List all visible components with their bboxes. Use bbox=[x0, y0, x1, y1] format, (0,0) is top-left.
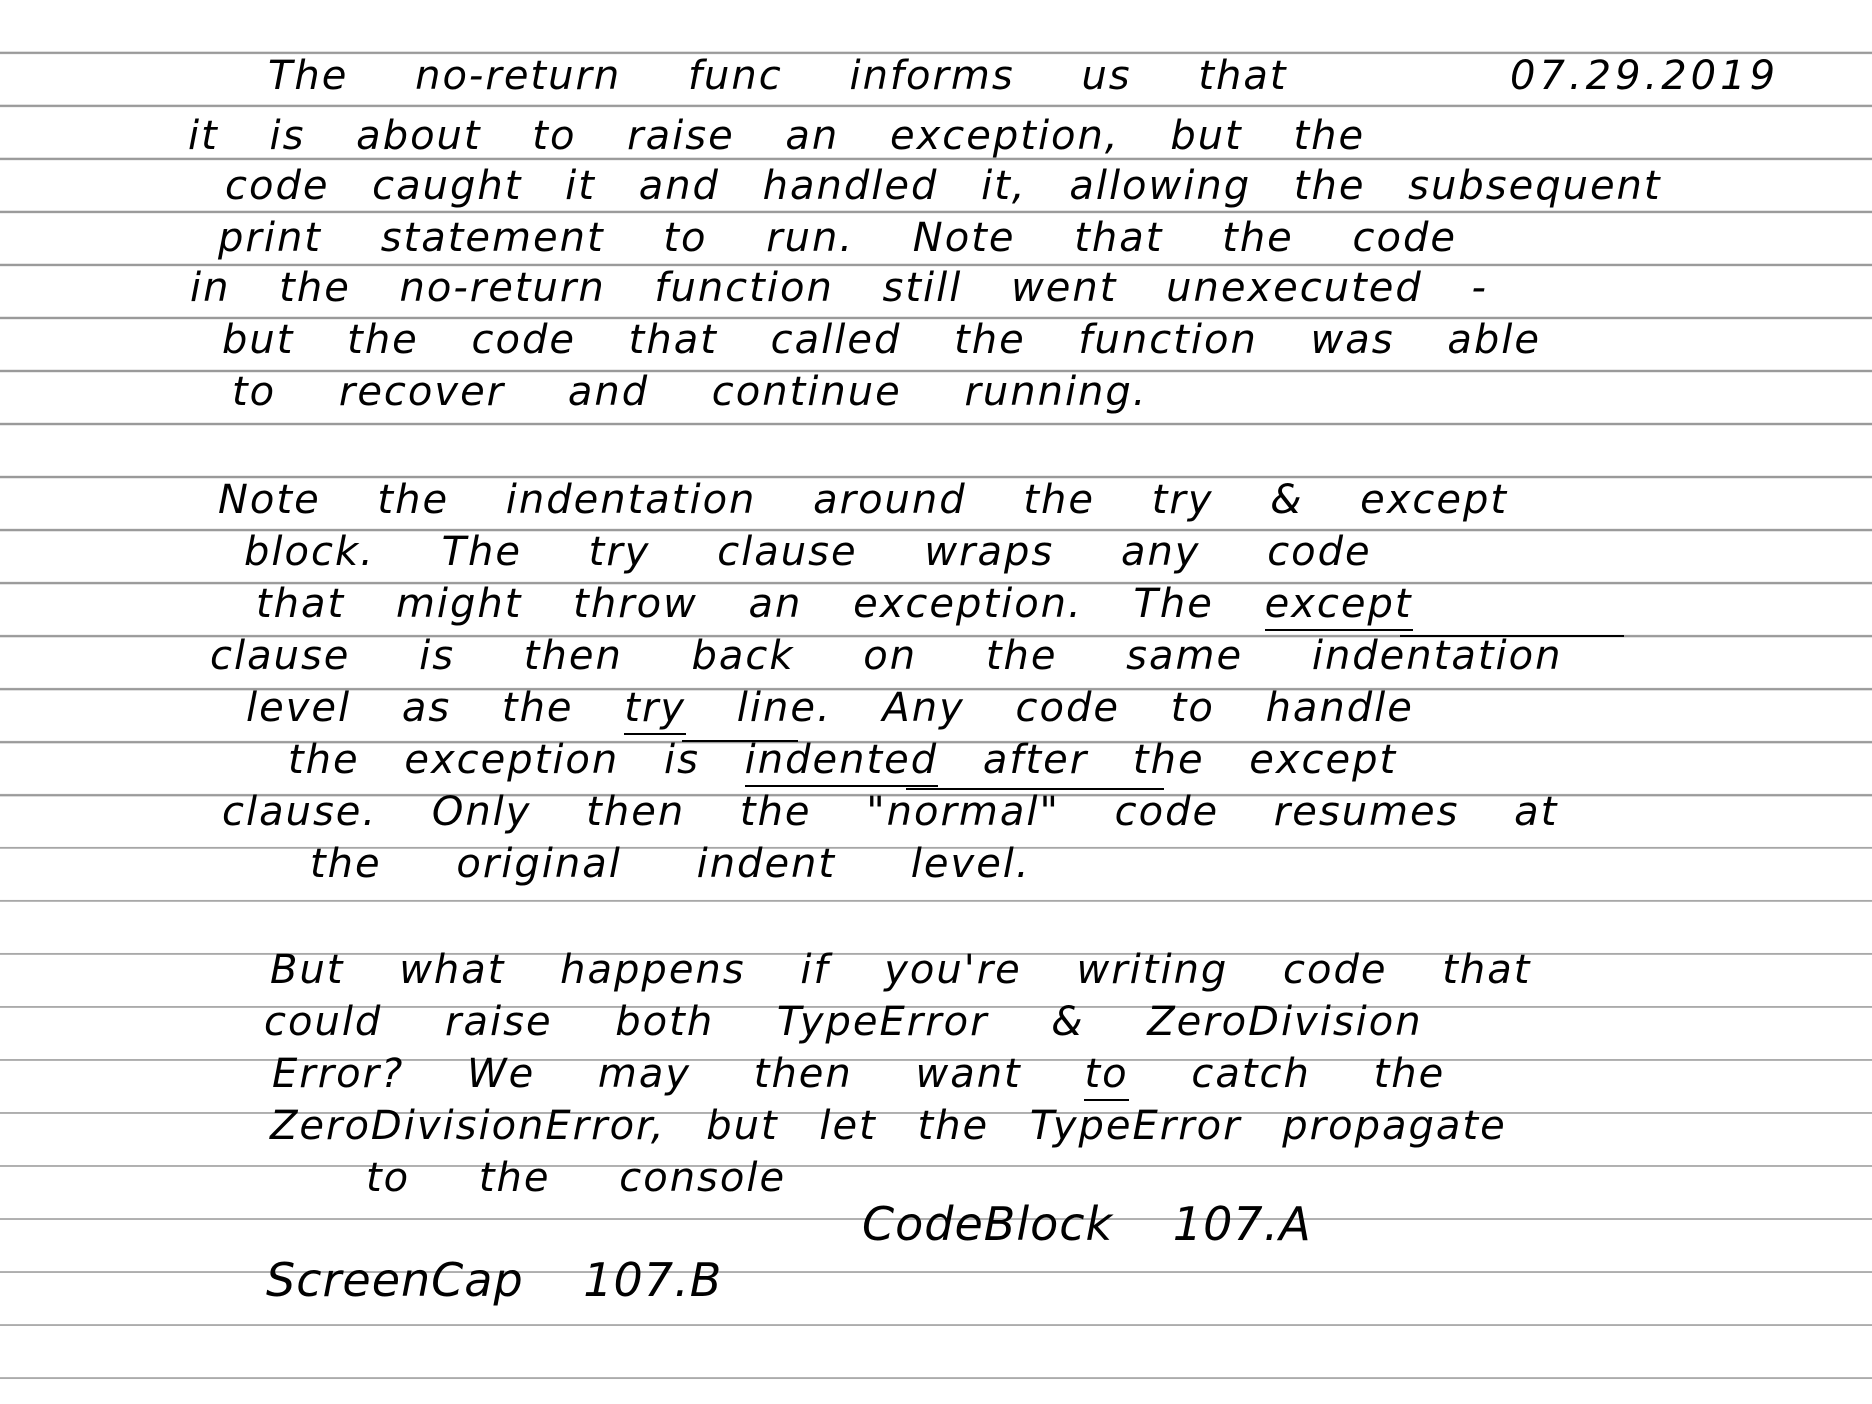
paragraph-line: block. The try clause wraps any code bbox=[244, 529, 1372, 575]
paragraph-text: line. Any code to handle bbox=[686, 685, 1414, 731]
paragraph-line: print statement to run. Note that the code bbox=[218, 215, 1457, 261]
pen-stroke bbox=[1400, 635, 1624, 637]
paragraph-text: that might throw an exception. The bbox=[256, 581, 1265, 627]
underlined-word: to bbox=[1084, 1051, 1128, 1101]
pen-stroke bbox=[682, 740, 798, 742]
underlined-word: indented bbox=[745, 737, 939, 787]
paragraph-line bbox=[272, 1050, 1445, 1098]
paragraph-line: ZeroDivisionError, but let the TypeError propagate bbox=[270, 1103, 1507, 1149]
paragraph-line: clause. Only then the "normal" code resumes at bbox=[222, 789, 1559, 835]
paragraph-text: after the except bbox=[938, 737, 1398, 783]
paragraph-line: in the no-return function still went unexecuted - bbox=[190, 265, 1488, 311]
paragraph-line: But what happens if you're writing code that bbox=[270, 947, 1532, 993]
paragraph-line: clause is then back on the same indentation bbox=[210, 633, 1563, 679]
underlined-word: try bbox=[624, 685, 686, 735]
pen-stroke bbox=[906, 788, 1164, 790]
paragraph-text: the exception is bbox=[288, 737, 745, 783]
paragraph-line bbox=[256, 580, 1413, 628]
paragraph-line: Note the indentation around the try & except bbox=[218, 477, 1509, 523]
paragraph-text: Error? We may then want bbox=[272, 1051, 1085, 1097]
paragraph-line: the original indent level. bbox=[310, 841, 1031, 887]
paragraph-line: to recover and continue running. bbox=[232, 369, 1148, 415]
paragraph-line bbox=[288, 736, 1397, 784]
paragraph-line bbox=[246, 684, 1414, 732]
paragraph-line: could raise both TypeError & ZeroDivision bbox=[264, 999, 1423, 1045]
paragraph-line: to the console bbox=[366, 1155, 787, 1201]
underlined-word: except bbox=[1265, 581, 1413, 631]
paragraph-line: it is about to raise an exception, but the bbox=[188, 113, 1366, 159]
paragraph-line: The no-return func informs us that bbox=[268, 53, 1288, 99]
page-date: 07.29.2019 bbox=[1510, 53, 1780, 99]
paragraph-line: but the code that called the function was able bbox=[222, 317, 1541, 363]
screen-cap-tag: ScreenCap 107.B bbox=[266, 1253, 723, 1307]
paragraph-text: catch the bbox=[1128, 1051, 1446, 1097]
code-block-tag: CodeBlock 107.A bbox=[862, 1197, 1312, 1251]
paragraph-line: code caught it and handled it, allowing the subsequent bbox=[225, 163, 1662, 209]
paragraph-text: level as the bbox=[246, 685, 625, 731]
